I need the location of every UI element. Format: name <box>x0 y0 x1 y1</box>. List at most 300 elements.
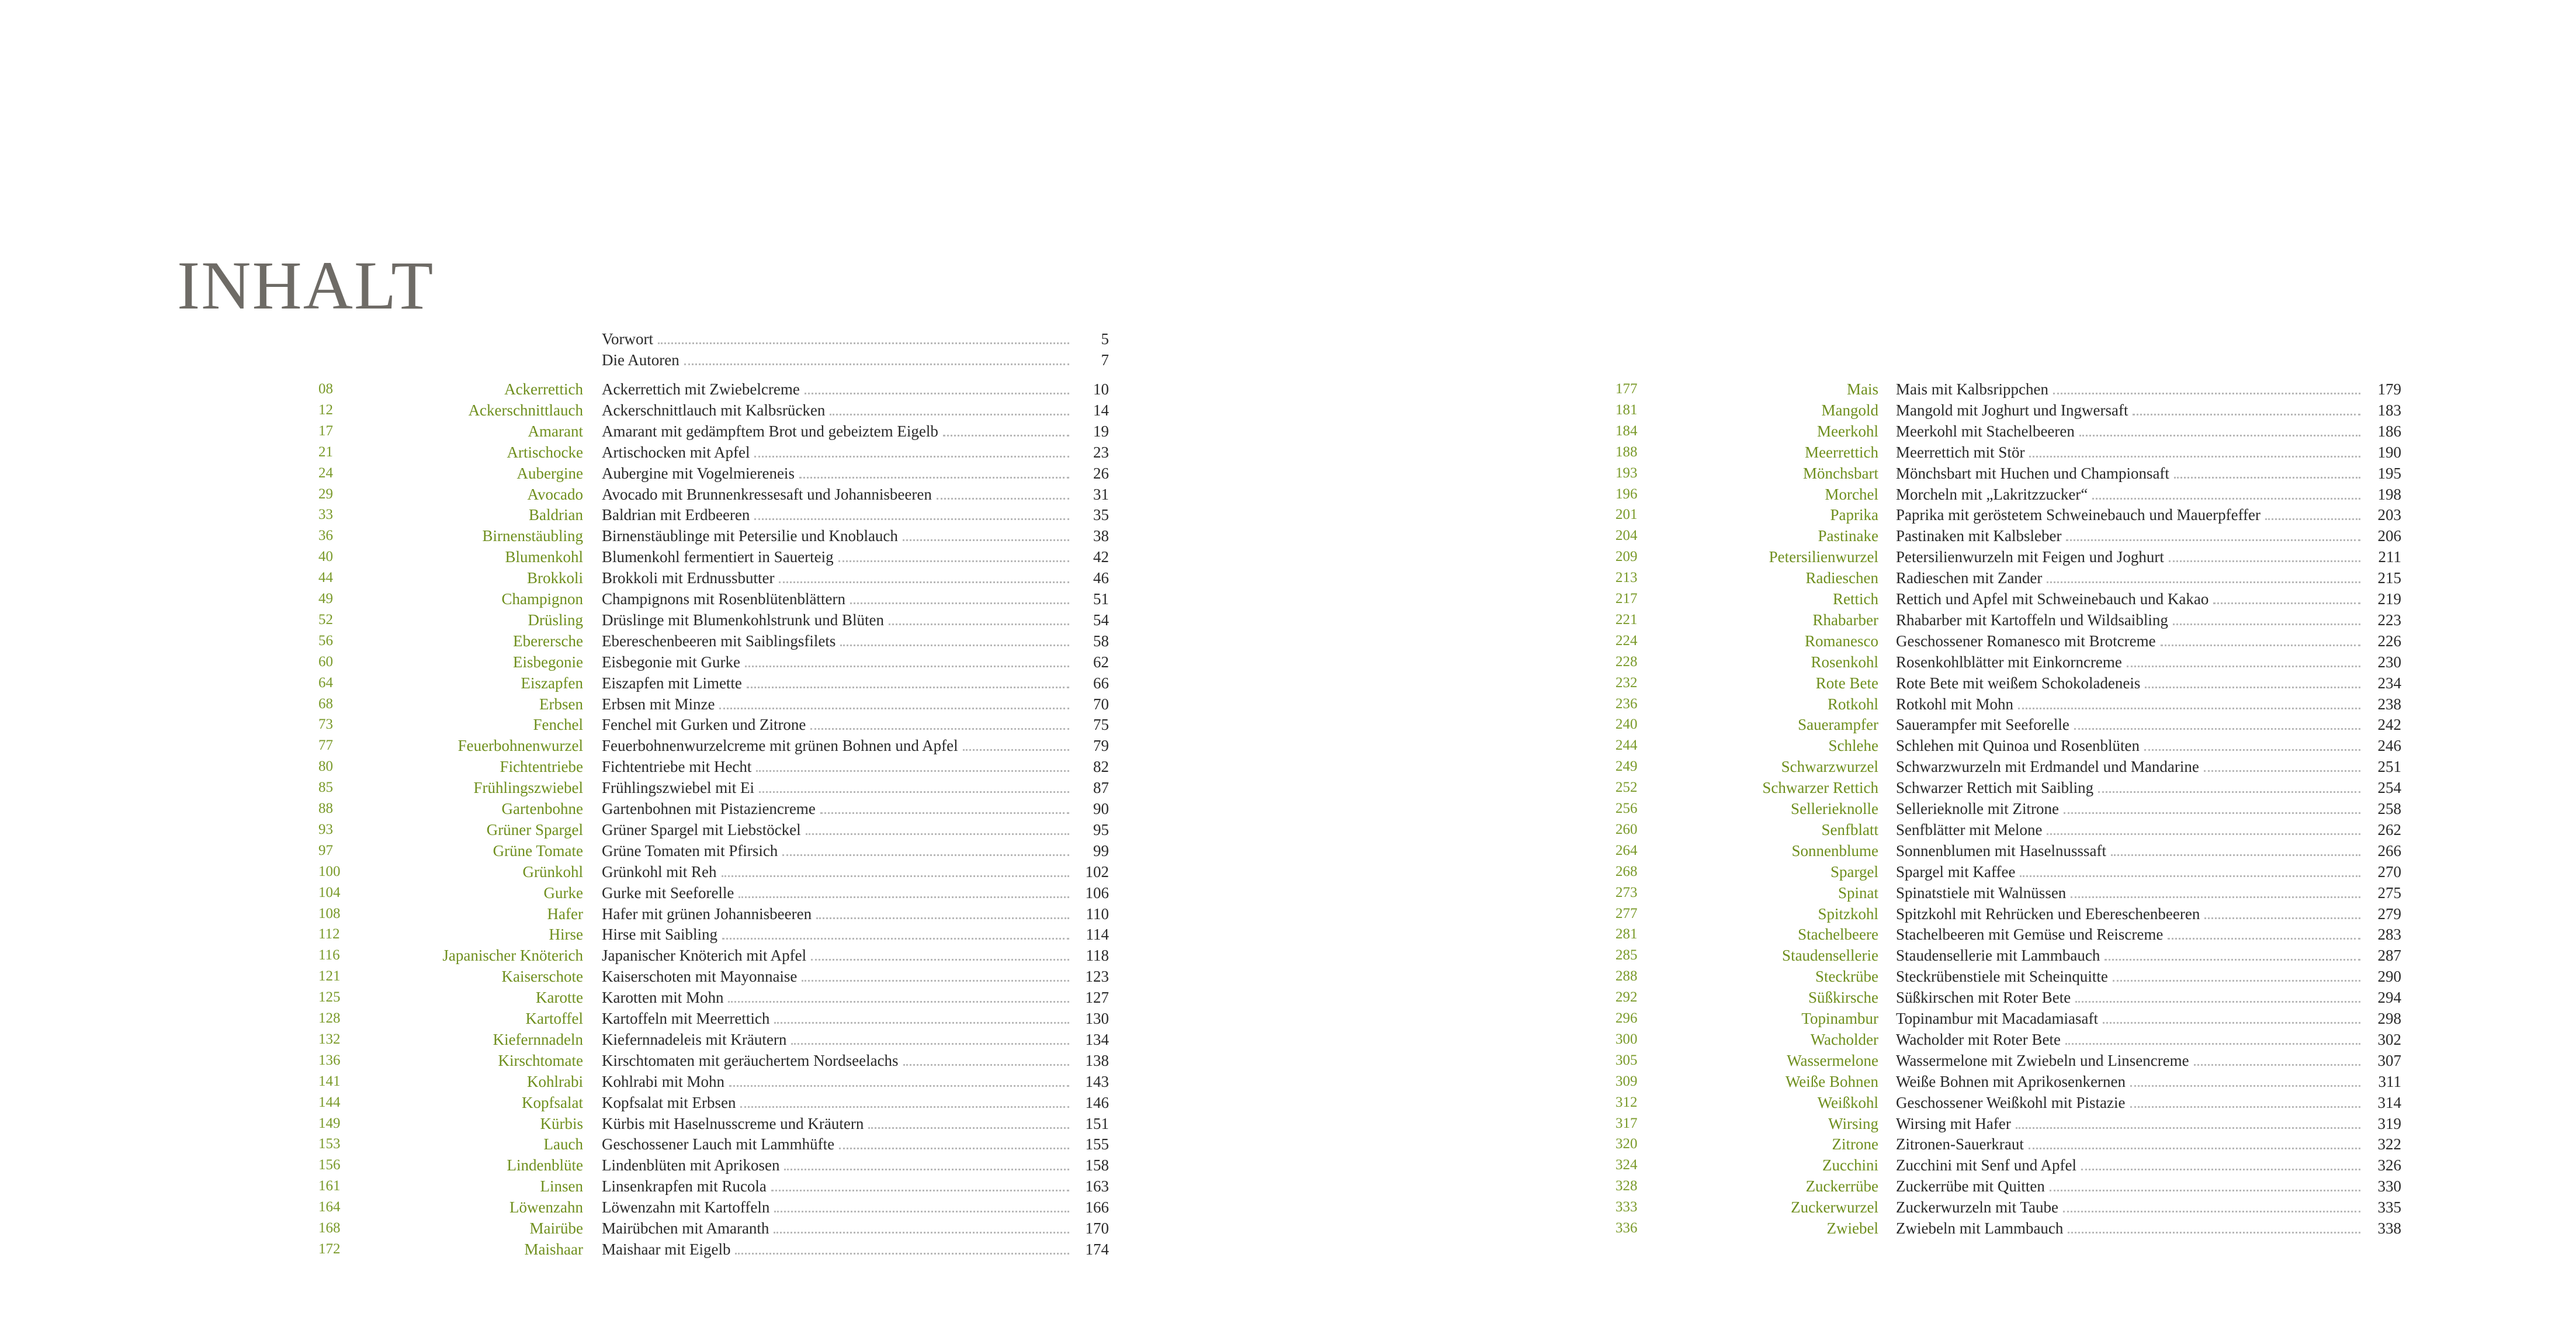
leader-dots <box>2204 917 2360 919</box>
entry-number: 144 <box>318 1094 341 1110</box>
leader-dots <box>816 917 1069 919</box>
entry-vegetable: Gurke <box>543 883 583 902</box>
entry-dish: Spitzkohl mit Rehrücken und Ebereschenbeeren <box>1896 903 2360 924</box>
entry-number: 12 <box>318 401 333 418</box>
leader-dots <box>2047 833 2360 835</box>
toc-entry <box>1615 1029 2413 1050</box>
entry-dish: Japanischer Knöterich mit Apfel <box>602 945 1069 966</box>
entry-dish: Mairübchen mit Amaranth <box>602 1218 1069 1239</box>
entry-number: 213 <box>1615 570 1638 586</box>
entry-page: 279 <box>2377 905 2401 923</box>
entry-vegetable: Steckrübe <box>1815 968 1878 986</box>
entry-vegetable: Feuerbohnenwurzel <box>457 737 583 755</box>
leader-dots <box>735 1253 1069 1255</box>
toc-entry <box>1615 882 2413 903</box>
entry-page: 114 <box>1086 926 1109 944</box>
entry-vegetable: Hafer <box>547 905 583 923</box>
toc-entry <box>318 1008 1119 1029</box>
entry-page: 106 <box>1085 883 1109 902</box>
entry-vegetable: Sauerampfer <box>1798 716 1878 734</box>
entry-number: 153 <box>318 1136 341 1152</box>
leader-dots <box>2133 414 2360 415</box>
leader-dots <box>2081 1169 2360 1170</box>
entry-dish: Kartoffeln mit Meerrettich <box>602 1008 1069 1029</box>
entry-vegetable: Artischocke <box>507 443 583 461</box>
entry-dish: Sonnenblumen mit Haselnusssaft <box>1896 840 2360 861</box>
entry-page: 10 <box>1093 380 1109 398</box>
entry-number: 52 <box>318 611 333 628</box>
leader-dots <box>774 1211 1069 1212</box>
entry-dish: Eiszapfen mit Limette <box>602 673 1069 694</box>
entry-vegetable: Kirschtomate <box>498 1051 583 1069</box>
entry-dish: Geschossener Weißkohl mit Pistazie <box>1896 1092 2360 1113</box>
leader-dots <box>2053 393 2360 394</box>
entry-page: 179 <box>2377 380 2401 398</box>
entry-page: 258 <box>2377 800 2401 817</box>
entry-number: 93 <box>318 821 333 837</box>
toc-entry <box>318 484 1119 505</box>
toc-entry <box>318 442 1119 463</box>
entry-number: 201 <box>1615 507 1638 523</box>
toc-entry <box>1615 546 2413 567</box>
leader-dots <box>838 560 1069 562</box>
toc-entry <box>318 714 1119 735</box>
toc-entry <box>318 525 1119 546</box>
toc-entry <box>1615 588 2413 609</box>
entry-page: 87 <box>1093 779 1109 797</box>
entry-page: 23 <box>1093 443 1109 461</box>
entry-dish: Rotkohl mit Mohn <box>1896 694 2360 715</box>
leader-dots <box>2063 1211 2360 1212</box>
entry-vegetable: Amarant <box>528 422 583 440</box>
entry-vegetable: Kaiserschote <box>501 968 583 986</box>
entry-dish: Paprika mit geröstetem Schweinebauch und Mauerpfeffer <box>1896 504 2360 525</box>
entry-vegetable: Rotkohl <box>1827 695 1878 713</box>
leader-dots <box>771 1190 1069 1191</box>
entry-vegetable: Lindenblüte <box>507 1156 583 1174</box>
entry-number: 300 <box>1615 1031 1638 1047</box>
entry-vegetable: Gartenbohne <box>501 800 583 817</box>
entry-vegetable: Avocado <box>527 485 583 503</box>
entry-number: 252 <box>1615 779 1638 796</box>
toc-entry <box>318 588 1119 609</box>
entry-number: 273 <box>1615 884 1638 900</box>
entry-number: 132 <box>318 1031 341 1047</box>
leader-dots <box>739 896 1069 898</box>
entry-vegetable: Schwarzwurzel <box>1781 758 1878 776</box>
toc-entry <box>318 903 1119 924</box>
entry-vegetable: Staudensellerie <box>1782 947 1878 965</box>
entry-number: 100 <box>318 863 341 879</box>
leader-dots <box>830 414 1069 415</box>
toc-entry <box>1615 484 2413 505</box>
entry-dish: Geschossener Lauch mit Lammhüfte <box>602 1134 1069 1155</box>
entry-number: 88 <box>318 801 333 816</box>
entry-number: 136 <box>318 1052 341 1068</box>
entry-number: 149 <box>318 1115 341 1131</box>
entry-page: 174 <box>1085 1240 1109 1258</box>
toc-entry <box>1615 652 2413 673</box>
leader-dots <box>2105 959 2360 961</box>
entry-dish: Ackerschnittlauch mit Kalbsrücken <box>602 400 1069 421</box>
leader-dots <box>779 581 1069 583</box>
entry-vegetable: Lauch <box>543 1135 583 1153</box>
entry-vegetable: Sonnenblume <box>1791 841 1878 860</box>
entry-number: 328 <box>1615 1178 1638 1194</box>
leader-dots <box>799 477 1069 479</box>
entry-vegetable: Meerkohl <box>1817 422 1878 440</box>
leader-dots <box>2204 770 2360 772</box>
entry-dish: Rosenkohlblätter mit Einkorncreme <box>1896 652 2360 673</box>
entry-number: 196 <box>1615 486 1638 502</box>
toc-entry <box>318 1155 1119 1176</box>
entry-vegetable: Frühlingszwiebel <box>473 779 583 797</box>
toc-entry <box>1615 840 2413 861</box>
leader-dots <box>747 687 1069 688</box>
entry-page: 219 <box>2377 590 2401 608</box>
leader-dots <box>889 623 1069 625</box>
entry-page: 307 <box>2377 1051 2401 1069</box>
entry-dish: Ackerrettich mit Zwiebelcreme <box>602 379 1069 400</box>
leader-dots <box>2130 1106 2360 1108</box>
entry-page: 287 <box>2377 947 2401 965</box>
entry-number: 333 <box>1615 1199 1638 1215</box>
entry-dish: Morcheln mit „Lakritzzucker“ <box>1896 484 2360 505</box>
leader-dots <box>740 1106 1069 1108</box>
entry-page: 38 <box>1093 527 1109 545</box>
entry-page: 5 <box>1101 330 1109 348</box>
entry-number: 128 <box>318 1010 341 1026</box>
entry-number: 29 <box>318 486 333 502</box>
entry-dish: Weiße Bohnen mit Aprikosenkernen <box>1896 1071 2360 1092</box>
leader-dots <box>782 854 1069 856</box>
entry-number: 168 <box>318 1220 341 1236</box>
toc-entry <box>1615 924 2413 945</box>
entry-number: 08 <box>318 381 333 397</box>
entry-page: 155 <box>1085 1135 1109 1153</box>
entry-vegetable: Kiefernnadeln <box>493 1030 583 1048</box>
entry-page: 127 <box>1085 989 1109 1007</box>
entry-number: 108 <box>318 905 341 921</box>
toc-entry <box>318 924 1119 945</box>
entry-vegetable: Birnenstäubling <box>482 527 583 545</box>
entry-page: 138 <box>1085 1051 1109 1069</box>
page-title: INHALT <box>177 247 435 324</box>
entry-vegetable: Eberersche <box>513 632 583 650</box>
toc-entry <box>318 1029 1119 1050</box>
entry-number: 184 <box>1615 422 1638 439</box>
entry-dish: Geschossener Romanesco mit Brotcreme <box>1896 630 2360 652</box>
entry-dish: Meerkohl mit Stachelbeeren <box>1896 421 2360 442</box>
entry-vegetable: Spinat <box>1837 883 1878 902</box>
toc-entry <box>1615 735 2413 756</box>
entry-page: 195 <box>2377 464 2401 482</box>
entry-page: 283 <box>2377 926 2401 944</box>
entry-vegetable: Baldrian <box>529 506 583 524</box>
leader-dots <box>684 363 1069 365</box>
toc-entry <box>318 567 1119 588</box>
entry-page: 70 <box>1093 695 1109 713</box>
entry-page: 302 <box>2377 1030 2401 1048</box>
leader-dots <box>810 728 1069 730</box>
entry-page: 251 <box>2377 758 2401 776</box>
entry-number: 260 <box>1615 821 1638 837</box>
entry-page: 151 <box>1085 1114 1109 1132</box>
entry-dish: Rhabarber mit Kartoffeln und Wildsaibling <box>1896 609 2360 630</box>
entry-number: 60 <box>318 653 333 670</box>
entry-page: 183 <box>2377 401 2401 419</box>
leader-dots <box>2071 896 2360 898</box>
entry-number: 177 <box>1615 381 1638 397</box>
entry-page: 275 <box>2377 883 2401 902</box>
entry-number: 80 <box>318 758 333 775</box>
toc-entry <box>318 1176 1119 1197</box>
entry-number: 40 <box>318 549 333 565</box>
entry-page: 234 <box>2377 674 2401 692</box>
entry-number: 285 <box>1615 947 1638 964</box>
entry-vegetable: Pastinake <box>1818 527 1878 545</box>
entry-dish: Grüne Tomaten mit Pfirsich <box>602 840 1069 861</box>
entry-number: 204 <box>1615 528 1638 544</box>
leader-dots <box>2161 645 2360 646</box>
entry-page: 163 <box>1085 1177 1109 1196</box>
entry-vegetable: Grüner Spargel <box>486 820 583 838</box>
entry-number: 64 <box>318 674 333 691</box>
toc-entry <box>1615 987 2413 1008</box>
toc-entry <box>1615 819 2413 840</box>
leader-dots <box>2130 1085 2360 1087</box>
entry-number: 172 <box>318 1241 341 1257</box>
leader-dots <box>2075 1001 2360 1003</box>
leader-dots <box>2213 602 2360 604</box>
entry-number: 249 <box>1615 758 1638 775</box>
entry-dish: Gartenbohnen mit Pistaziencreme <box>602 798 1069 819</box>
leader-dots <box>2074 728 2360 730</box>
entry-dish: Die Autoren <box>602 349 1069 370</box>
entry-vegetable: Maishaar <box>524 1240 583 1258</box>
entry-dish: Staudensellerie mit Lammbauch <box>1896 945 2360 966</box>
entry-dish: Hafer mit grünen Johannisbeeren <box>602 903 1069 924</box>
leader-dots <box>963 749 1069 751</box>
entry-dish: Linsenkrapfen mit Rucola <box>602 1176 1069 1197</box>
toc-entry <box>1615 903 2413 924</box>
entry-dish: Mais mit Kalbsrippchen <box>1896 379 2360 400</box>
entry-number: 221 <box>1615 611 1638 628</box>
entry-number: 305 <box>1615 1052 1638 1068</box>
toc-entry <box>1615 1071 2413 1092</box>
toc-entry <box>318 652 1119 673</box>
entry-dish: Wassermelone mit Zwiebeln und Linsencreme <box>1896 1050 2360 1071</box>
entry-vegetable: Weiße Bohnen <box>1785 1072 1878 1090</box>
entry-vegetable: Eiszapfen <box>521 674 583 692</box>
entry-dish: Aubergine mit Vogelmiereneis <box>602 463 1069 484</box>
entry-vegetable: Wassermelone <box>1787 1051 1878 1069</box>
toc-entry <box>318 1071 1119 1092</box>
entry-number: 68 <box>318 695 333 712</box>
entry-page: 146 <box>1085 1093 1109 1111</box>
toc-entry <box>318 735 1119 756</box>
entry-number: 240 <box>1615 716 1638 733</box>
entry-number: 209 <box>1615 549 1638 565</box>
entry-vegetable: Weißkohl <box>1817 1093 1878 1111</box>
leader-dots <box>840 645 1069 646</box>
entry-vegetable: Sellerieknolle <box>1791 800 1878 817</box>
entry-vegetable: Topinambur <box>1801 1010 1878 1027</box>
entry-number: 121 <box>318 968 341 985</box>
entry-dish: Lindenblüten mit Aprikosen <box>602 1155 1069 1176</box>
entry-page: 338 <box>2377 1219 2401 1237</box>
entry-page: 51 <box>1093 590 1109 608</box>
leader-dots <box>722 875 1070 877</box>
entry-vegetable: Fenchel <box>533 716 583 734</box>
entry-number: 33 <box>318 507 333 523</box>
entry-vegetable: Wirsing <box>1828 1114 1878 1132</box>
entry-vegetable: Kohlrabi <box>527 1072 583 1090</box>
entry-page: 262 <box>2377 820 2401 838</box>
toc-entry <box>318 756 1119 777</box>
leader-dots <box>903 539 1069 541</box>
entry-page: 186 <box>2377 422 2401 440</box>
leader-dots <box>2018 708 2360 709</box>
entry-page: 190 <box>2377 443 2401 461</box>
entry-page: 95 <box>1093 820 1109 838</box>
entry-vegetable: Aubergine <box>516 464 583 482</box>
entry-dish: Drüslinge mit Blumenkohlstrunk und Blüten <box>602 609 1069 630</box>
entry-dish: Rote Bete mit weißem Schokoladeneis <box>1896 673 2360 694</box>
entry-vegetable: Champignon <box>501 590 583 608</box>
leader-dots <box>943 435 1069 436</box>
entry-number: 256 <box>1615 801 1638 816</box>
entry-vegetable: Stachelbeere <box>1798 926 1878 944</box>
entry-number: 232 <box>1615 674 1638 691</box>
entry-vegetable: Spargel <box>1830 862 1878 881</box>
toc-entry <box>1615 1134 2413 1155</box>
leader-dots <box>903 1064 1069 1066</box>
entry-dish: Artischocken mit Apfel <box>602 442 1069 463</box>
entry-page: 82 <box>1093 758 1109 776</box>
entry-vegetable: Senfblatt <box>1821 820 1878 838</box>
toc-entry <box>1615 714 2413 735</box>
leader-dots <box>811 959 1069 961</box>
entry-dish: Champignons mit Rosenblütenblättern <box>602 588 1069 609</box>
toc-entry <box>1615 756 2413 777</box>
entry-vegetable: Löwenzahn <box>509 1198 583 1217</box>
entry-vegetable: Rhabarber <box>1812 611 1878 629</box>
entry-page: 215 <box>2377 569 2401 587</box>
toc-entry <box>1615 1092 2413 1113</box>
leader-dots <box>2113 980 2360 982</box>
entry-page: 66 <box>1093 674 1109 692</box>
entry-number: 193 <box>1615 465 1638 481</box>
entry-page: 58 <box>1093 632 1109 650</box>
entry-dish: Zuckerwurzeln mit Taube <box>1896 1197 2360 1218</box>
entry-page: 314 <box>2377 1093 2401 1111</box>
entry-page: 75 <box>1093 716 1109 734</box>
entry-dish: Schwarzwurzeln mit Erdmandel und Mandarine <box>1896 756 2360 777</box>
entry-page: 102 <box>1085 862 1109 881</box>
entry-number: 312 <box>1615 1094 1638 1110</box>
entry-number: 141 <box>318 1073 341 1089</box>
entry-vegetable: Ackerrettich <box>504 380 583 398</box>
toc-entry <box>1615 945 2413 966</box>
leader-dots <box>2029 1148 2360 1149</box>
entry-page: 79 <box>1093 737 1109 755</box>
entry-vegetable: Schwarzer Rettich <box>1762 779 1878 797</box>
entry-page: 335 <box>2377 1198 2401 1217</box>
toc-entry <box>1615 966 2413 987</box>
entry-page: 99 <box>1093 841 1109 860</box>
leader-dots <box>784 1169 1069 1170</box>
entry-dish: Senfblätter mit Melone <box>1896 819 2360 840</box>
toc-entry <box>318 819 1119 840</box>
entry-number: 188 <box>1615 443 1638 460</box>
entry-number: 24 <box>318 465 333 481</box>
entry-vegetable: Blumenkohl <box>505 548 583 566</box>
entry-vegetable: Erbsen <box>539 695 583 713</box>
entry-dish: Löwenzahn mit Kartoffeln <box>602 1197 1069 1218</box>
toc-entry <box>1615 463 2413 484</box>
entry-vegetable: Japanischer Knöterich <box>442 947 583 965</box>
toc-entry <box>1615 442 2413 463</box>
entry-page: 35 <box>1093 506 1109 524</box>
toc-entry <box>1615 379 2413 400</box>
entry-vegetable: Spitzkohl <box>1818 905 1878 923</box>
entry-vegetable: Wacholder <box>1810 1030 1878 1048</box>
entry-dish: Hirse mit Saibling <box>602 924 1069 945</box>
leader-dots <box>850 602 1069 604</box>
toc-entry <box>1615 630 2413 652</box>
toc-entry <box>1615 861 2413 882</box>
entry-dish: Brokkoli mit Erdnussbutter <box>602 567 1069 588</box>
toc-entry <box>318 987 1119 1008</box>
toc-entry <box>318 546 1119 567</box>
toc-entry <box>318 861 1119 882</box>
entry-number: 49 <box>318 591 333 607</box>
toc-entry <box>1615 1050 2413 1071</box>
entry-dish: Petersilienwurzeln mit Feigen und Joghurt <box>1896 546 2360 567</box>
entry-vegetable: Karotte <box>536 989 583 1007</box>
toc-entry <box>318 777 1119 798</box>
entry-page: 311 <box>2378 1072 2401 1090</box>
entry-dish: Schwarzer Rettich mit Saibling <box>1896 777 2360 798</box>
leader-dots <box>2144 749 2360 751</box>
entry-vegetable: Eisbegonie <box>513 653 583 671</box>
toc-entry <box>1615 504 2413 525</box>
toc-entry <box>318 609 1119 630</box>
entry-page: 14 <box>1093 401 1109 419</box>
leader-dots <box>745 666 1069 667</box>
entry-number: 217 <box>1615 591 1638 607</box>
entry-page: 46 <box>1093 569 1109 587</box>
entry-vegetable: Fichtentriebe <box>500 758 583 776</box>
entry-dish: Ebereschenbeeren mit Saiblingsfilets <box>602 630 1069 652</box>
entry-dish: Zwiebeln mit Lammbauch <box>1896 1218 2360 1239</box>
toc-entry <box>318 1218 1119 1239</box>
toc-entry <box>1615 525 2413 546</box>
entry-page: 7 <box>1101 351 1109 369</box>
entry-page: 19 <box>1093 422 1109 440</box>
entry-number: 268 <box>1615 863 1638 879</box>
entry-page: 90 <box>1093 800 1109 817</box>
entry-vegetable: Rote Bete <box>1815 674 1878 692</box>
entry-page: 110 <box>1086 905 1109 923</box>
entry-dish: Blumenkohl fermentiert in Sauerteig <box>602 546 1069 567</box>
entry-dish: Stachelbeeren mit Gemüse und Reiscreme <box>1896 924 2360 945</box>
toc-entry <box>1615 1218 2413 1239</box>
toc-entry <box>318 1113 1119 1134</box>
entry-vegetable: Meerrettich <box>1805 443 1878 461</box>
toc-entry <box>318 463 1119 484</box>
